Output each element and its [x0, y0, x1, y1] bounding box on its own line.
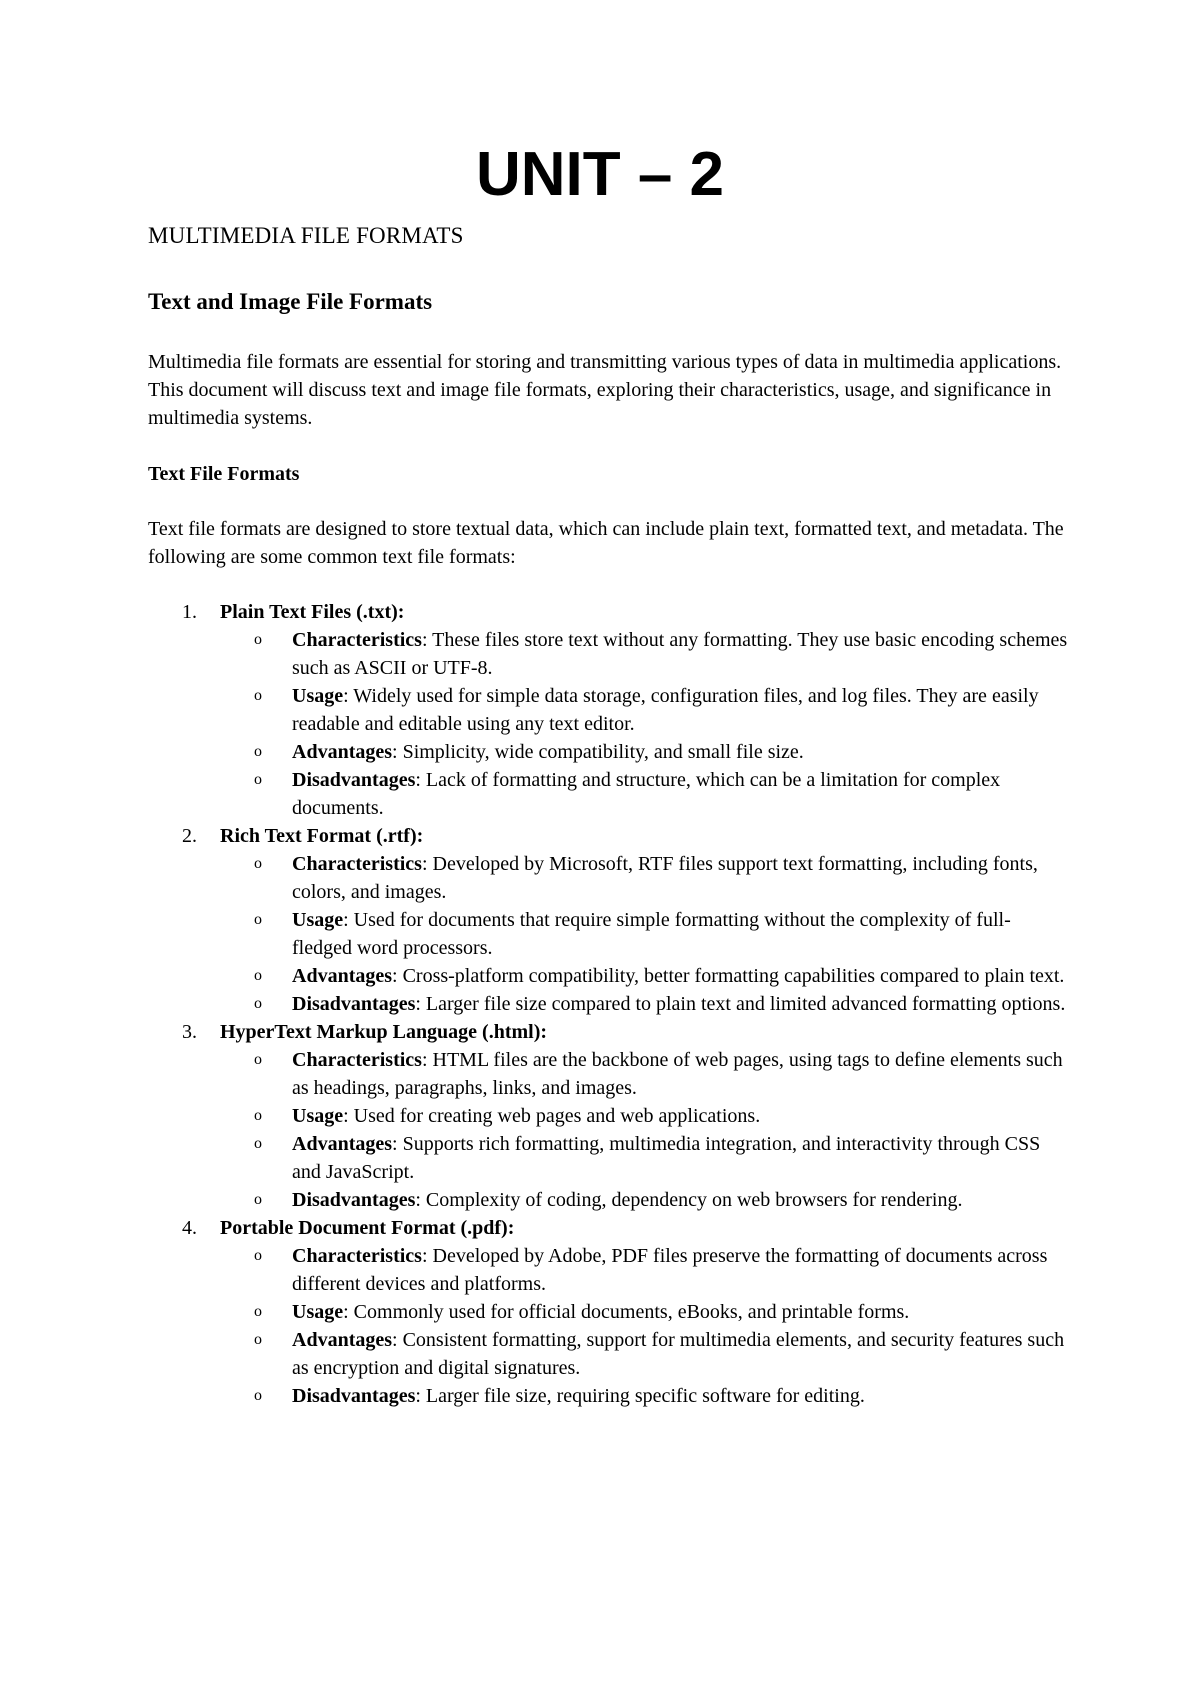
item-number: 3. — [182, 1021, 197, 1043]
text-file-formats-heading: Text File Formats — [148, 463, 300, 485]
detail-item — [220, 1298, 1068, 1326]
item-number: 1. — [182, 601, 197, 623]
bullet-circle-icon: o — [254, 631, 262, 648]
bullet-circle-icon: o — [254, 967, 262, 984]
detail-label: Characteristics — [292, 1049, 422, 1071]
format-item-rtf — [148, 822, 1068, 1018]
item-number: 4. — [182, 1217, 197, 1239]
item-title: Portable Document Format (.pdf): — [220, 1217, 515, 1239]
bullet-circle-icon: o — [254, 1387, 262, 1404]
bullet-circle-icon: o — [254, 855, 262, 872]
detail-label: Characteristics — [292, 853, 422, 875]
detail-label: Characteristics — [292, 1245, 422, 1267]
detail-text: : Consistent formatting, support for multimedia elements, and security features such as encryption and digital signatures. — [292, 1329, 1065, 1379]
subsection-heading: Text and Image File Formats — [148, 289, 433, 314]
detail-item — [220, 850, 1068, 906]
format-item-txt — [148, 598, 1068, 822]
item-title: Plain Text Files (.txt): — [220, 601, 405, 623]
detail-text: : Developed by Microsoft, RTF files support text formatting, including fonts, colors, and images. — [292, 853, 1038, 903]
bullet-circle-icon: o — [254, 1051, 262, 1068]
bullet-circle-icon: o — [254, 1303, 262, 1320]
detail-text: : Widely used for simple data storage, configuration files, and log files. They are easily readable and editable using any text editor. — [292, 685, 1039, 735]
detail-item — [220, 1046, 1068, 1102]
detail-label: Advantages — [292, 1329, 393, 1351]
detail-item — [220, 990, 1068, 1018]
detail-item — [220, 1382, 1068, 1410]
bullet-circle-icon: o — [254, 687, 262, 704]
text-file-formats-description: Text file formats are designed to store textual data, which can include plain text, formatted text, and metadata. The following are some common text file formats: — [148, 518, 1064, 568]
format-list — [148, 598, 1068, 1410]
detail-item — [220, 738, 1068, 766]
detail-text: : Supports rich formatting, multimedia integration, and interactivity through CSS and JavaScript. — [292, 1133, 1041, 1183]
bullet-circle-icon: o — [254, 995, 262, 1012]
detail-text: : Simplicity, wide compatibility, and small file size. — [392, 741, 804, 763]
detail-list — [220, 850, 1068, 1018]
detail-text: : Complexity of coding, dependency on web browsers for rendering. — [415, 1189, 963, 1211]
detail-item — [220, 682, 1068, 738]
detail-text: : Cross-platform compatibility, better formatting capabilities compared to plain text. — [392, 965, 1065, 987]
detail-label: Advantages — [292, 1133, 393, 1155]
detail-text: : Developed by Adobe, PDF files preserve the formatting of documents across different devices and platforms. — [292, 1245, 1048, 1295]
bullet-circle-icon: o — [254, 743, 262, 760]
detail-label: Usage — [292, 1301, 344, 1323]
item-title: HyperText Markup Language (.html): — [220, 1021, 548, 1043]
detail-text: : Commonly used for official documents, eBooks, and printable forms. — [343, 1301, 910, 1323]
detail-label: Disadvantages — [292, 993, 416, 1015]
item-number: 2. — [182, 825, 197, 847]
detail-list — [220, 626, 1068, 822]
unit-title: UNIT – 2 — [475, 140, 725, 209]
detail-text: : Used for creating web pages and web applications. — [343, 1105, 761, 1127]
format-item-pdf — [148, 1214, 1068, 1410]
bullet-circle-icon: o — [254, 1135, 262, 1152]
bullet-circle-icon: o — [254, 771, 262, 788]
bullet-circle-icon: o — [254, 911, 262, 928]
bullet-circle-icon: o — [254, 1247, 262, 1264]
detail-label: Advantages — [292, 965, 393, 987]
detail-item — [220, 1186, 1068, 1214]
detail-text: : Larger file size, requiring specific software for editing. — [415, 1385, 865, 1407]
detail-text: : Lack of formatting and structure, which can be a limitation for complex documents. — [292, 769, 1001, 819]
detail-label: Usage — [292, 909, 344, 931]
detail-item — [220, 1242, 1068, 1298]
detail-label: Disadvantages — [292, 769, 416, 791]
bullet-circle-icon: o — [254, 1191, 262, 1208]
detail-item — [220, 1130, 1068, 1186]
detail-item — [220, 1102, 1068, 1130]
bullet-circle-icon: o — [254, 1107, 262, 1124]
detail-list — [220, 1242, 1068, 1410]
item-title: Rich Text Format (.rtf): — [220, 825, 424, 847]
intro-paragraph: Multimedia file formats are essential for storing and transmitting various types of data in multimedia applications. This document will discuss text and image file formats, exploring their characteristics, usage, and significance in multimedia systems. — [148, 351, 1062, 429]
detail-text: : Used for documents that require simple formatting without the complexity of full-fledged word processors. — [292, 909, 1011, 959]
detail-text: : HTML files are the backbone of web pages, using tags to define elements such as headings, paragraphs, links, and images. — [292, 1049, 1063, 1099]
detail-item — [220, 906, 1068, 962]
detail-label: Disadvantages — [292, 1189, 416, 1211]
detail-label: Usage — [292, 1105, 344, 1127]
detail-list — [220, 1046, 1068, 1214]
detail-text: : Larger file size compared to plain text and limited advanced formatting options. — [415, 993, 1066, 1015]
detail-text: : These files store text without any formatting. They use basic encoding schemes such as ASCII or UTF-8. — [292, 629, 1068, 679]
detail-item — [220, 766, 1068, 822]
detail-item — [220, 626, 1068, 682]
section-heading: MULTIMEDIA FILE FORMATS — [148, 223, 464, 248]
detail-label: Characteristics — [292, 629, 422, 651]
detail-item — [220, 1326, 1068, 1382]
detail-item — [220, 962, 1068, 990]
format-item-html — [148, 1018, 1068, 1214]
bullet-circle-icon: o — [254, 1331, 262, 1348]
detail-label: Advantages — [292, 741, 393, 763]
detail-label: Usage — [292, 685, 344, 707]
detail-label: Disadvantages — [292, 1385, 416, 1407]
